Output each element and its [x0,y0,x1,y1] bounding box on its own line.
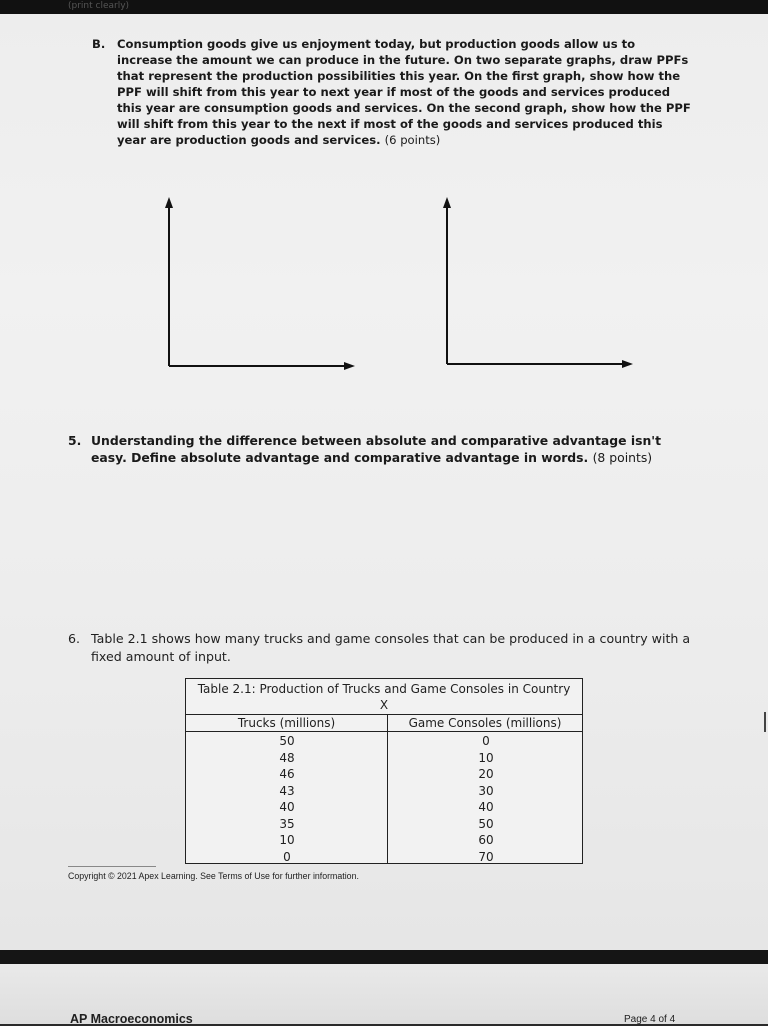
table-row [186,750,582,767]
question-text: Understanding the difference between absolute and comparative advantage isn't easy. Define absolute advantage and comparative advantage in words. (8 points) [91,433,662,465]
page-number: Page 4 of 4 [624,1014,676,1025]
table-row [186,766,582,783]
consoles-cell: 0 [482,734,490,748]
column-header-trucks: Trucks (millions) [237,716,336,730]
question-number: 6. [68,631,81,646]
production-table [185,678,583,864]
question-number: 5. [68,433,82,448]
graph-2-axes [443,197,633,368]
table-row [186,816,582,833]
question-number: B. [92,37,106,51]
table-row [186,832,582,849]
trucks-cell: 35 [279,816,295,831]
trucks-cell: 0 [283,849,291,864]
trucks-cell: 40 [279,800,295,814]
question-5 [68,432,698,466]
course-title: AP Macroeconomics [70,1012,193,1026]
consoles-cell: 60 [478,833,494,847]
column-header-game-consoles: Game Consoles (millions) [408,716,562,730]
consoles-cell: 50 [478,816,494,831]
question-points: (6 points) [384,133,441,147]
consoles-cell: 40 [478,800,494,814]
question-6 [68,630,708,666]
worksheet-page [0,14,768,950]
scrollbar-indicator[interactable] [764,712,766,732]
table-divider [186,731,582,732]
trucks-cell: 10 [279,833,295,847]
copyright-notice: Copyright © 2021 Apex Learning. See Terms of Use for further information. [68,871,359,881]
trucks-cell: 48 [279,750,295,765]
header-text: (print clearly) [68,1,130,11]
question-text: Consumption goods give us enjoyment today, but production goods allow us to increase the amount we can produce in the future. On two separate graphs, draw PPFs that represent the production possibilities this year. On the first graph, show how the PPF will shift from this year to next year if most of the goods and services produced this year are consumption goods and services. On the second graph, show how the PPF will shift from this year to the next if most of the goods and services produced this year are production goods and services. (6 points) [117,37,691,147]
page-footer [0,964,768,1024]
trucks-cell: 46 [279,767,295,781]
question-text: Table 2.1 shows how many trucks and game consoles that can be produced in a country with a fixed amount of input. [91,631,691,664]
page-gap [0,950,768,964]
footnote-rule [68,866,156,867]
table-caption: Table 2.1: Production of Trucks and Game Consoles in Country X [197,682,571,712]
table-divider [186,714,582,715]
consoles-cell: 20 [478,767,494,781]
table-row [186,799,582,816]
consoles-cell: 30 [478,783,494,798]
table-row [186,783,582,800]
table-row [186,849,582,866]
trucks-cell: 43 [279,783,295,798]
table-body [186,733,582,865]
consoles-cell: 10 [478,750,494,765]
consoles-cell: 70 [478,849,494,864]
trucks-cell: 50 [279,734,295,748]
graph-1-axes [165,197,355,370]
table-row [186,733,582,750]
question-points: (8 points) [592,450,653,465]
